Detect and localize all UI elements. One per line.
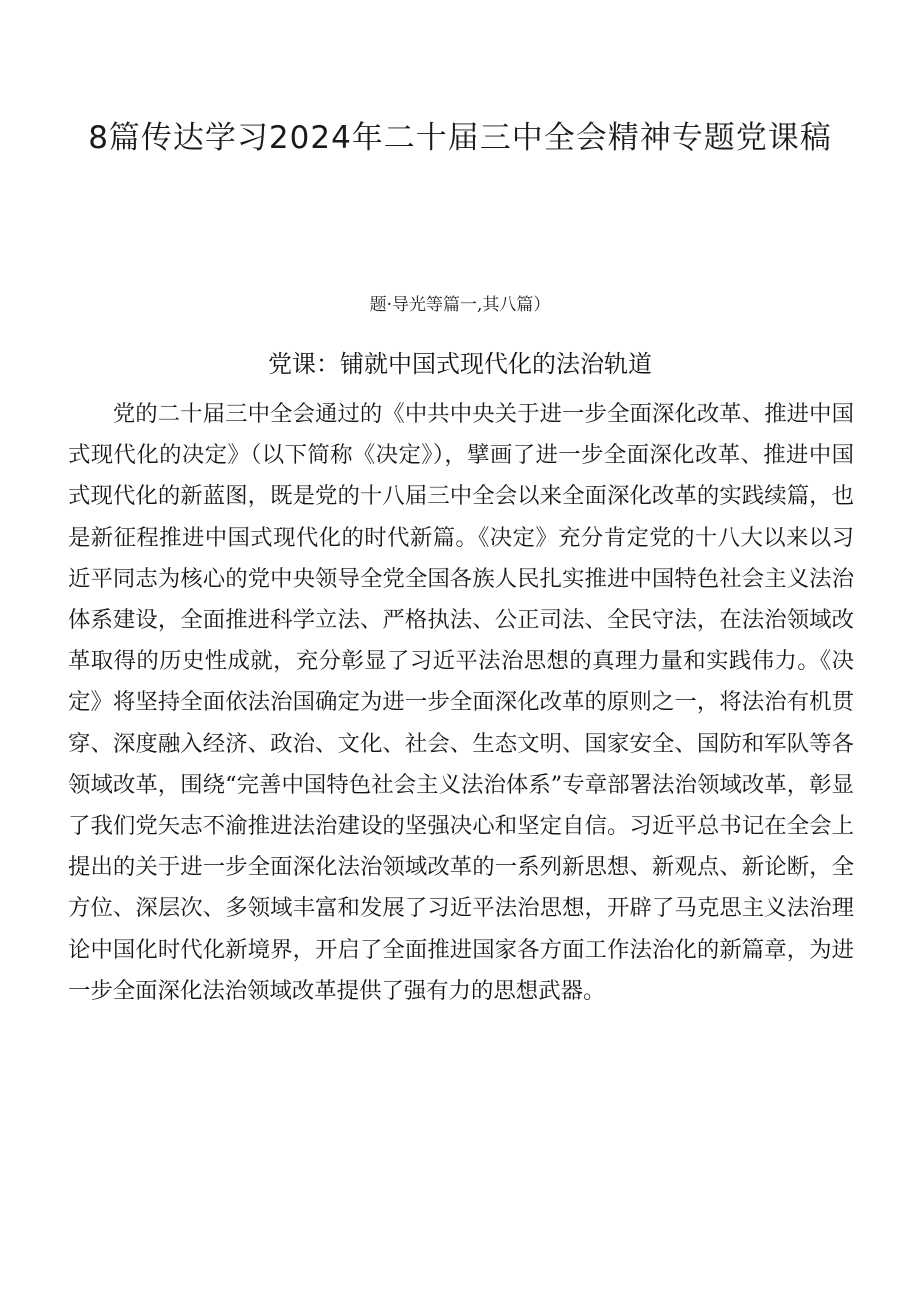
body-paragraph: 党的二十届三中全会通过的《中共中央关于进一步全面深化改革、推进中国式现代化的决定》（以下简称《决定》），擘画了进一步全面深化改革、推进中国式现代化的新蓝图，既是党的十八届三中全会以来全面深化改革的实践续篇，也是新征程推进中国式现代化的时代新篇。《决定》充分肯定党的十八大以来以习近平同志为核心的党中央领导全党全国各族人民扎实推进中国特色社会主义法治体系建设，全面推进科学立法、严格执法、公正司法、全民守法，在法治领域改革取得的历史性成就，充分彰显了习近平法治思想的真理力量和实践伟力。《决定》将坚持全面依法治国确定为进一步全面深化改革的原则之一，将法治有机贯穿、深度融入经济、政治、文化、社会、生态文明、国家安全、国防和军队等各领域改革，围绕“完善中国特色社会主义法治体系”专章部署法治领域改革，彰显了我们党矢志不渝推进法治建设的坚强决心和坚定自信。习近平总书记在全会上提出的关于进一步全面深化法治领域改革的一系列新思想、新观点、新论断，全方位、深层次、多领域丰富和发展了习近平法治思想，开辟了马克思主义法治理论中国化时代化新境界，开启了全面推进国家各方面工作法治化的新篇章，为进一步全面深化法治领域改革提供了强有力的思想武器。 xyxy=(68,401,854,1004)
document-title: 8篇传达学习2024年二十届三中全会精神专题党课稿 xyxy=(88,120,832,156)
subtitle-note: 题·导光等篇一,其八篇） xyxy=(369,295,551,315)
section-heading: 党课：铺就中国式现代化的法治轨道 xyxy=(268,350,652,378)
